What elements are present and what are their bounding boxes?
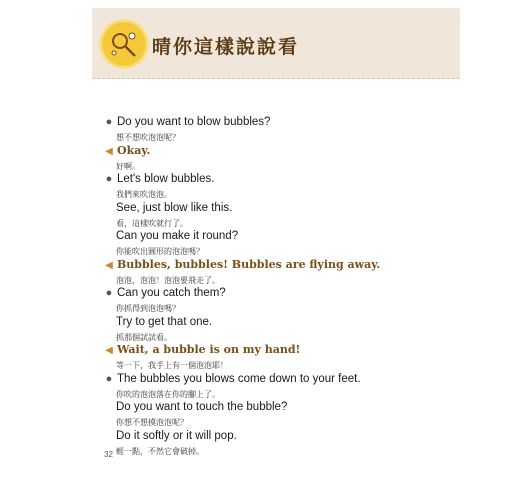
child-speaker-icon: ◀ bbox=[105, 345, 113, 356]
parent-speaker-icon: ● bbox=[105, 372, 113, 385]
chinese-text: 想不想吹泡泡呢？ bbox=[116, 133, 180, 142]
english-text: Okay. bbox=[117, 143, 151, 157]
parent-speaker-icon: ● bbox=[105, 287, 113, 299]
chinese-text: 你抓得到泡泡嗎？ bbox=[116, 304, 180, 313]
english-text: Do you want to blow bubbles? bbox=[117, 116, 271, 128]
english-text: The bubbles you blows come down to your feet. bbox=[117, 372, 361, 385]
english-text: Let's blow bubbles. bbox=[117, 173, 215, 185]
english-text: Bubbles, bubbles! Bubbles are flying away. bbox=[117, 257, 381, 271]
page-number: 32 bbox=[104, 450, 113, 459]
english-text: Try to get that one. bbox=[116, 315, 213, 328]
chinese-translation bbox=[116, 441, 204, 459]
english-text: See, just blow like this. bbox=[116, 201, 233, 214]
section-header bbox=[92, 8, 460, 79]
english-text: Can you catch them? bbox=[117, 287, 226, 299]
english-text: Do you want to touch the bubble? bbox=[116, 401, 288, 413]
book-page bbox=[92, 8, 460, 492]
parent-speaker-icon: ● bbox=[105, 173, 113, 185]
chinese-text: 你能吹出圓形的泡泡嗎？ bbox=[116, 247, 204, 256]
section-title: 晴你這樣說說看 bbox=[152, 36, 300, 58]
chinese-text: 看，這樣吹就行了。 bbox=[116, 218, 188, 228]
chinese-text: 等一下，我手上有一個泡泡耶！ bbox=[116, 361, 228, 370]
parent-speaker-icon: ● bbox=[105, 116, 113, 128]
chinese-text: 你想不想摸泡泡呢？ bbox=[116, 418, 188, 427]
chinese-text: 泡泡，泡泡！泡泡要飛走了。 bbox=[116, 275, 220, 285]
english-text: Wait, a bubble is on my hand! bbox=[117, 343, 301, 356]
chinese-text: 抓那個試試看。 bbox=[116, 332, 172, 342]
chinese-text: 輕一點，不然它會破掉。 bbox=[116, 446, 204, 456]
chinese-text: 你吹的泡泡落在你的腳上了。 bbox=[116, 389, 220, 399]
child-speaker-icon: ◀ bbox=[105, 145, 113, 157]
english-text: Do it softly or it will pop. bbox=[116, 429, 237, 442]
english-text: Can you make it round? bbox=[116, 230, 239, 242]
chinese-text: 好啊。 bbox=[116, 161, 140, 171]
chinese-text: 我們來吹泡泡。 bbox=[116, 190, 172, 199]
child-speaker-icon: ◀ bbox=[105, 259, 113, 271]
bubble-wand-icon bbox=[102, 22, 146, 66]
